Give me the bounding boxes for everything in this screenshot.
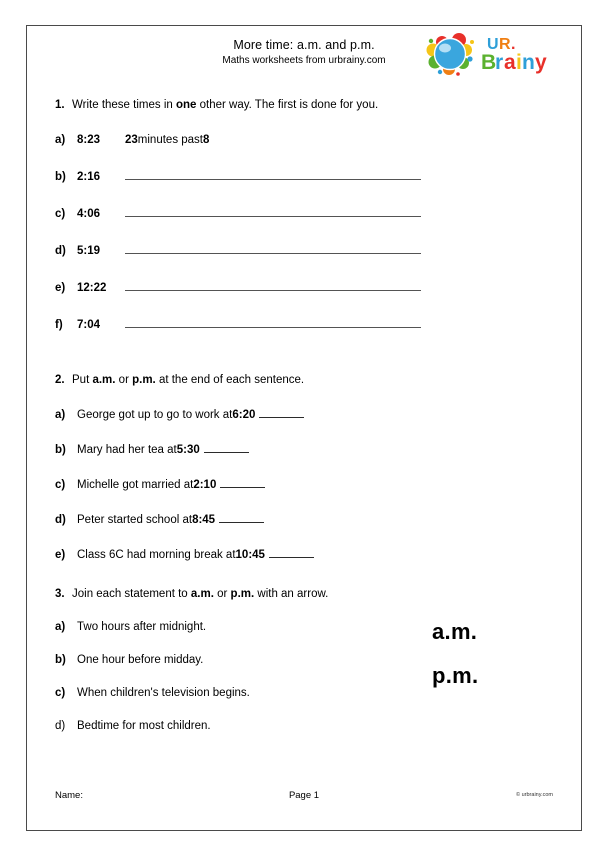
question-1-prompt: [55, 98, 569, 113]
question-1-prompt-bold: one: [175, 99, 197, 111]
item-text: Mary had her tea at: [77, 444, 177, 456]
answer-blank-line[interactable]: [125, 242, 421, 254]
question-3-prompt-mid: or: [213, 588, 231, 600]
answer-blank-line[interactable]: [125, 168, 421, 180]
item-time: 2:16: [77, 171, 101, 183]
question-2-item-b: [55, 442, 569, 458]
item-letter: c): [55, 479, 66, 491]
answer-blank-line[interactable]: [259, 407, 304, 418]
item-text: George got up to go to work at: [77, 409, 233, 421]
question-1-item-f: [55, 316, 569, 333]
page-header: [27, 26, 581, 84]
item-letter: b): [55, 171, 66, 183]
question-1-item-a: [55, 133, 569, 148]
answer-blank-line[interactable]: [125, 279, 421, 291]
item-letter: d): [55, 245, 66, 257]
item-letter: f): [55, 319, 63, 331]
question-3-item-c: [55, 686, 569, 701]
page-number: Page 1: [288, 790, 320, 801]
item-letter: b): [55, 444, 66, 456]
answer-blank-line[interactable]: [269, 547, 314, 558]
question-1-item-c: [55, 205, 569, 222]
question-1-item-b: [55, 168, 569, 185]
logo-text-a: a: [504, 51, 516, 74]
question-3-prompt-part2: with an arrow.: [254, 588, 329, 600]
question-3-item-d: [55, 719, 569, 734]
logo-sphere-icon: [427, 33, 475, 76]
question-2-item-e: [55, 547, 569, 563]
item-time: 5:19: [77, 245, 101, 257]
item-letter: a): [55, 621, 66, 633]
question-1-item-e: [55, 279, 569, 296]
worksheet-content: [55, 84, 569, 734]
item-answer-bold1: 23: [125, 134, 138, 146]
item-letter: a): [55, 409, 66, 421]
item-letter: a): [55, 134, 66, 146]
item-time: 4:06: [77, 208, 101, 220]
item-time: 5:30: [176, 444, 200, 456]
item-time: 8:23: [77, 134, 101, 146]
item-letter: d): [55, 720, 66, 732]
logo-text-r2: r: [495, 51, 504, 74]
logo-text-r: R: [499, 36, 511, 53]
question-2-item-d: [55, 512, 569, 528]
name-label: Name:: [55, 790, 83, 801]
item-text: Bedtime for most children.: [77, 720, 211, 732]
question-1-section: [55, 98, 569, 333]
item-answer-mid: minutes past: [137, 134, 203, 146]
target-pm[interactable]: p.m.: [432, 663, 479, 688]
question-2-section: [55, 373, 569, 563]
item-time: 12:22: [77, 282, 107, 294]
question-2-prompt-part2: at the end of each sentence.: [155, 374, 305, 386]
page-footer: [27, 790, 581, 804]
answer-blank-line[interactable]: [219, 512, 264, 523]
page-subtitle: Maths worksheets from urbrainy.com: [222, 55, 386, 66]
item-answer-bold2: 8: [203, 134, 210, 146]
item-letter: b): [55, 654, 66, 666]
page-title: More time: a.m. and p.m.: [233, 38, 375, 52]
item-time: 7:04: [77, 319, 101, 331]
question-1-prompt-part2: other way. The first is done for you.: [196, 99, 379, 111]
question-3-item-a: [55, 620, 569, 635]
item-letter: c): [55, 208, 66, 220]
question-3-prompt-bold2: p.m.: [230, 588, 255, 600]
question-3-number: 3.: [55, 588, 65, 600]
question-2-item-c: [55, 477, 569, 493]
worksheet-page: [26, 25, 582, 831]
item-time: 6:20: [232, 409, 256, 421]
item-text: Two hours after midnight.: [77, 621, 207, 633]
logo-text-u: U: [487, 36, 499, 53]
ampm-targets: [432, 610, 478, 698]
logo-text-dot: .: [511, 36, 516, 53]
answer-blank-line[interactable]: [204, 442, 249, 453]
item-letter: e): [55, 282, 66, 294]
question-2-item-a: [55, 407, 569, 423]
question-3-section: [55, 587, 569, 734]
logo-text-y: y: [535, 51, 547, 74]
question-1-number: 1.: [55, 99, 65, 111]
answer-blank-line[interactable]: [125, 316, 421, 328]
item-time: 8:45: [192, 514, 216, 526]
item-letter: d): [55, 514, 66, 526]
item-text: One hour before midday.: [77, 654, 204, 666]
question-3-prompt-bold1: a.m.: [190, 588, 214, 600]
question-2-prompt-part1: Put: [72, 374, 93, 386]
item-time: 2:10: [193, 479, 217, 491]
logo-text-b: B: [481, 51, 497, 74]
question-2-number: 2.: [55, 374, 65, 386]
answer-blank-line[interactable]: [125, 205, 421, 217]
question-2-prompt-bold1: a.m.: [92, 374, 116, 386]
item-text: Michelle got married at: [77, 479, 194, 491]
item-letter: e): [55, 549, 66, 561]
question-3-prompt-part1: Join each statement to: [72, 588, 191, 600]
item-letter: c): [55, 687, 66, 699]
copyright-notice: © urbrainy.com: [516, 792, 553, 798]
question-2-prompt-mid: or: [115, 374, 133, 386]
question-1-item-d: [55, 242, 569, 259]
target-am[interactable]: a.m.: [432, 619, 478, 644]
question-1-prompt-part1: Write these times in: [72, 99, 176, 111]
item-text: When children's television begins.: [77, 687, 250, 699]
question-2-prompt: [55, 373, 569, 388]
question-3-item-b: [55, 653, 569, 668]
item-text: Peter started school at: [77, 514, 193, 526]
item-text: Class 6C had morning break at: [77, 549, 236, 561]
question-3-prompt: [55, 587, 569, 602]
logo-text-n: n: [522, 51, 535, 74]
item-time: 10:45: [235, 549, 265, 561]
question-2-prompt-bold2: p.m.: [132, 374, 156, 386]
answer-blank-line[interactable]: [220, 477, 265, 488]
urbrainy-logo: [425, 28, 561, 82]
logo-text-i: i: [516, 51, 522, 74]
